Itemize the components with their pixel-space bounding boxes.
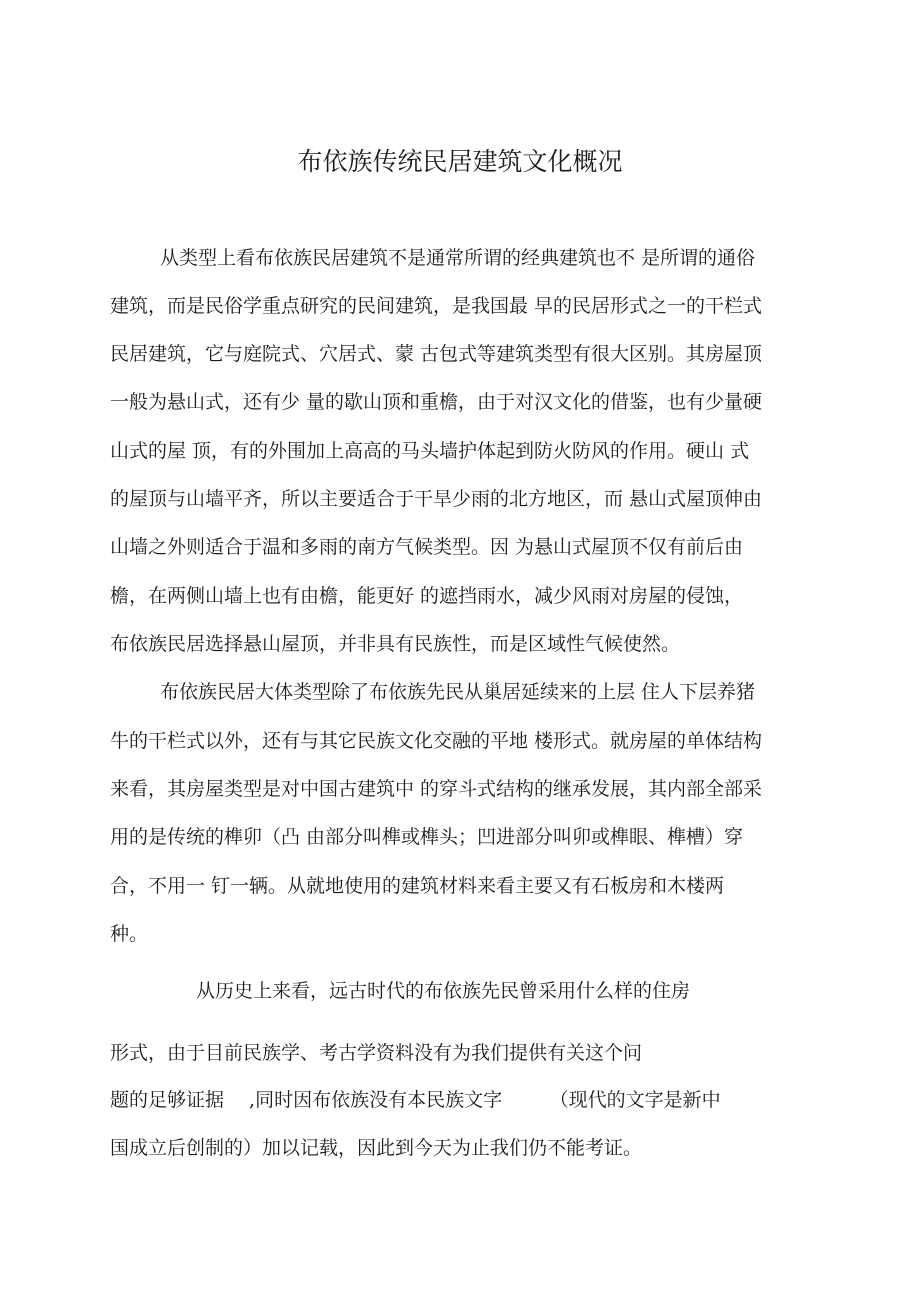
text-line: 布依族民居选择悬山屋顶，并非具有民族性，而是区域性气候使然。 — [110, 633, 681, 655]
text-line: 从类型上看布依族民居建筑不是通常所谓的经典建筑也不 是所谓的通俗 — [160, 247, 756, 269]
text-line: 布依族民居大体类型除了布依族先民从巢居延续来的上层 住人下层养猪 — [160, 681, 756, 703]
text-line: 合，不用一 钉一辆。从就地使用的建筑材料来看主要又有石板房和木楼两 — [110, 875, 725, 897]
text-line: 用的是传统的榫卯（凸 由部分叫榫或榫头；凹进部分叫卯或榫眼、榫槽）穿 — [110, 826, 744, 848]
text-line: 山墙之外则适合于温和多雨的南方气候类型。因 为悬山式屋顶不仅有前后由 — [110, 536, 744, 558]
text-line: 牛的干栏式以外，还有与其它民族文化交融的平地 楼形式。就房屋的单体结构 — [110, 730, 763, 752]
text-line: 题的足够证据 ,同时因布依族没有本民族文字 （现代的文字是新中 — [110, 1089, 721, 1111]
text-line: 国成立后创制的）加以记载，因此到今天为止我们仍不能考证。 — [110, 1137, 643, 1159]
text-line: 形式，由于目前民族学、考古学资料没有为我们提供有关这个问 — [110, 1042, 643, 1064]
text-line: 山式的屋 顶，有的外围加上高高的马头墙护体起到防火防风的作用。硬山 式 — [110, 440, 750, 462]
text-line: 的屋顶与山墙平齐，所以主要适合于干旱少雨的北方地区，而 悬山式屋顶伸由 — [110, 488, 763, 510]
document-title: 布依族传统民居建筑文化概况 — [297, 147, 623, 176]
text-line: 从历史上来看，远古时代的布依族先民曾采用什么样的住房 — [196, 980, 691, 1002]
text-line: 一般为悬山式，还有少 量的歇山顶和重檐，由于对汉文化的借鉴，也有少量硬 — [110, 391, 763, 413]
text-line: 建筑，而是民俗学重点研究的民间建筑，是我国最 早的民居形式之一的干栏式 — [110, 295, 763, 317]
text-line: 民居建筑，它与庭院式、穴居式、蒙 古包式等建筑类型有很大区别。其房屋顶 — [110, 343, 763, 365]
text-line: 种。 — [110, 923, 149, 945]
text-line: 来看，其房屋类型是对中国古建筑中 的穿斗式结构的继承发展，其内部全部采 — [110, 778, 763, 800]
text-line: 檐，在两侧山墙上也有由檐，能更好 的遮挡雨水，减少风雨对房屋的侵蚀， — [110, 585, 744, 607]
